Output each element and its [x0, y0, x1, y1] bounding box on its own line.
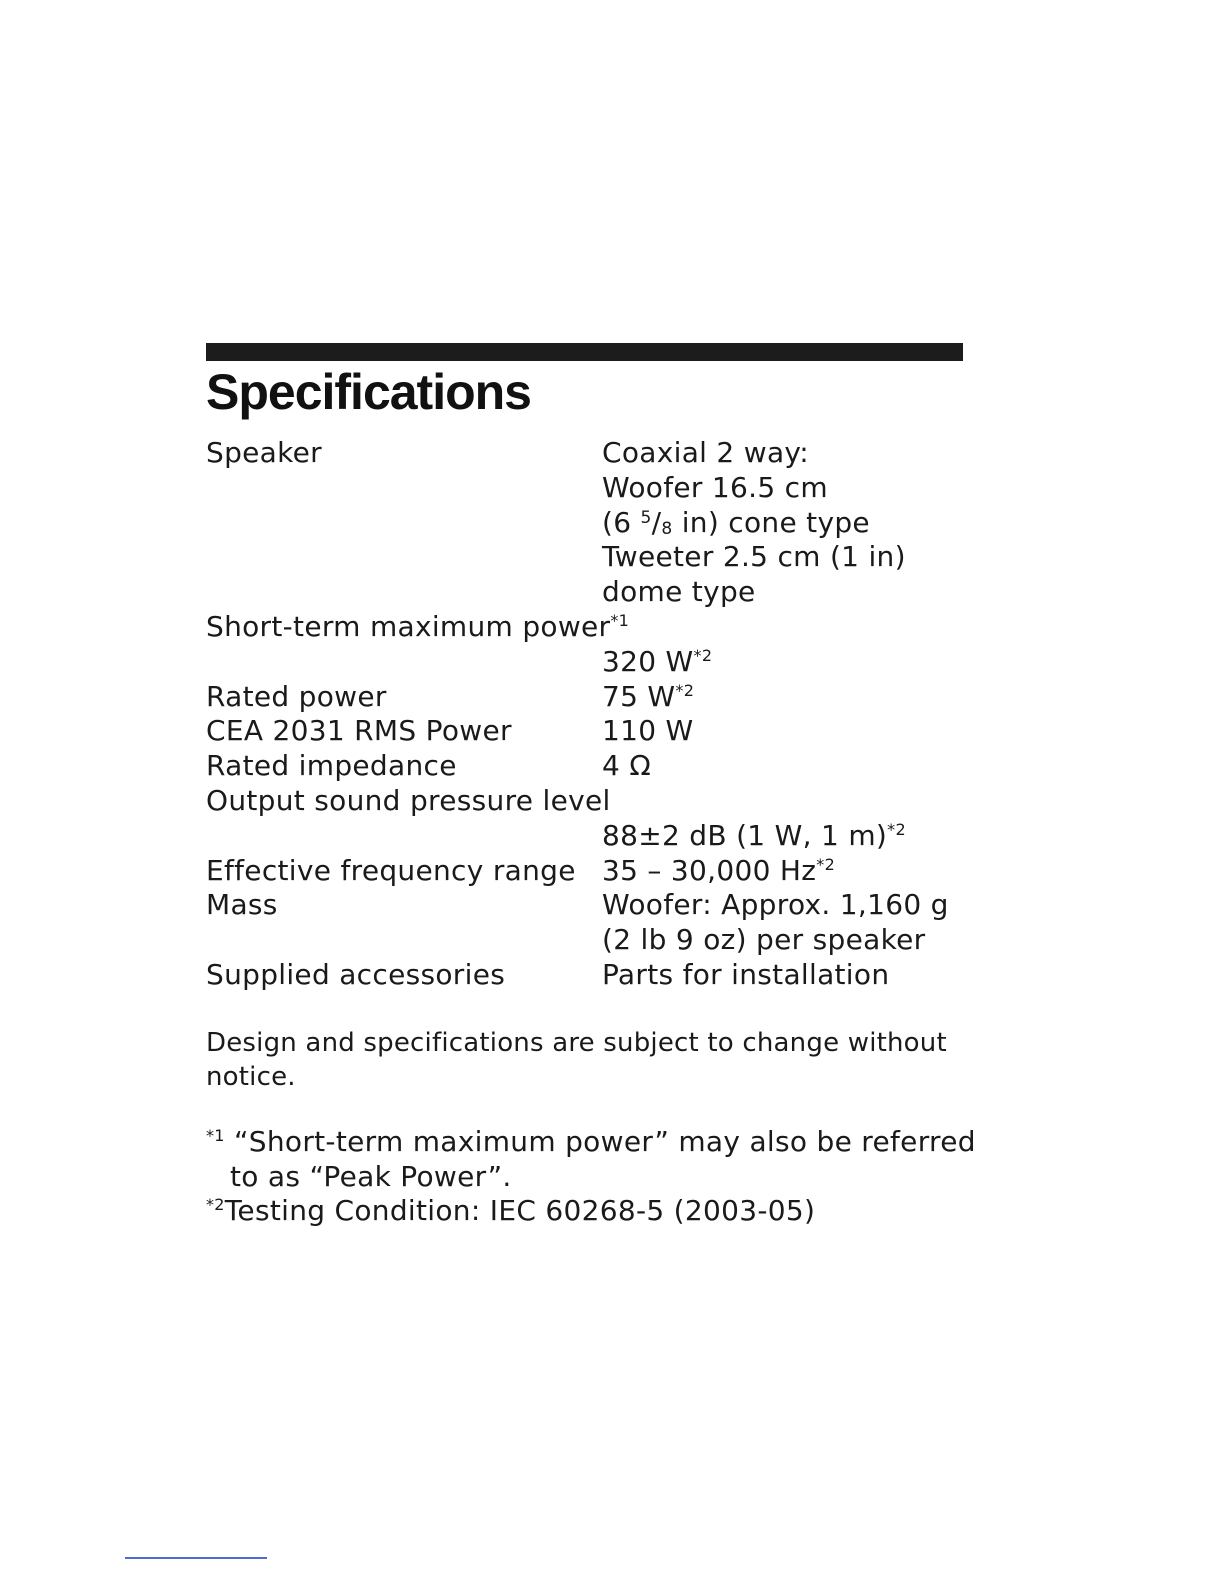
fraction-prefix: (6 [602, 505, 641, 539]
spec-row-accessories [206, 958, 966, 993]
spec-label: Supplied accessories [206, 957, 506, 991]
fraction-suffix: in) cone type [672, 505, 870, 539]
notice-line: Design and specifications are subject to change without [206, 1028, 947, 1058]
footnote-2 [206, 1194, 966, 1229]
footnote-line [206, 1125, 976, 1160]
footnote-ref: *2 [693, 645, 713, 665]
change-notice [206, 1026, 966, 1094]
spec-value [602, 645, 966, 680]
spec-value-text: 320 W [602, 644, 694, 678]
spec-row-short-term-label [206, 610, 966, 645]
spec-row-output-spl-value [206, 819, 966, 854]
footnote-mark: *1 [206, 1126, 225, 1145]
spec-label: Output sound pressure level [206, 783, 611, 817]
spec-row-rated-power [206, 680, 966, 715]
spec-label: Speaker [206, 436, 322, 469]
fraction-denominator: 8 [661, 518, 673, 539]
spec-row-short-term-value [206, 645, 966, 680]
spec-value-line: Tweeter 2.5 cm (1 in) [602, 540, 906, 574]
spec-value-line: Coaxial 2 way: [602, 436, 809, 469]
footnote-1 [206, 1125, 976, 1194]
spec-row-output-spl-label [206, 784, 966, 819]
spec-label [206, 610, 629, 645]
footnote-mark: *2 [206, 1195, 225, 1214]
page-link-underline[interactable] [125, 1557, 267, 1559]
footnote-ref: *1 [610, 610, 630, 630]
spec-value: Parts for installation [602, 957, 890, 991]
spec-value-line: (2 lb 9 oz) per speaker [602, 923, 926, 957]
footnote-line: to as “Peak Power”. [230, 1159, 512, 1193]
spec-value-text: 35 – 30,000 Hz [602, 853, 817, 887]
spec-label-text: Short-term maximum power [206, 609, 611, 643]
spec-value [602, 854, 966, 889]
spec-value [602, 436, 966, 610]
spec-value-line: Woofer: Approx. 1,160 g [602, 888, 949, 922]
footnotes [206, 1125, 976, 1229]
spec-label: CEA 2031 RMS Power [206, 714, 512, 748]
title-rule [206, 343, 963, 361]
spec-value-text: 88±2 dB (1 W, 1 m) [602, 818, 888, 852]
footnote-ref: *2 [887, 819, 906, 839]
spec-label: Effective frequency range [206, 853, 576, 887]
spec-value-line: dome type [602, 575, 756, 609]
spec-value: 110 W [602, 714, 694, 748]
spec-value [602, 680, 966, 715]
spec-row-mass [206, 888, 966, 958]
spec-value: 4 Ω [602, 749, 652, 783]
footnote-text: Testing Condition: IEC 60268-5 (2003-05) [224, 1194, 816, 1227]
spec-row-impedance [206, 749, 966, 784]
spec-label: Rated power [206, 679, 387, 713]
spec-row-frequency-range [206, 854, 966, 889]
spec-row-speaker [206, 436, 966, 610]
footnote-line [206, 1194, 966, 1229]
spec-label: Mass [206, 888, 278, 922]
footnote-ref: *2 [816, 854, 836, 874]
spec-value-text: 75 W [602, 679, 676, 713]
spec-table [206, 436, 966, 993]
spec-label: Rated impedance [206, 749, 457, 783]
footnote-ref: *2 [675, 680, 695, 700]
spec-value [602, 888, 966, 958]
spec-value-line: (6 $^5$/8 in) cone type [602, 505, 870, 539]
notice-line: notice. [206, 1062, 296, 1092]
page-title: Specifications [206, 364, 531, 420]
footnote-text: “Short-term maximum power” may also be referred [224, 1125, 976, 1158]
spec-row-cea [206, 714, 966, 749]
spec-value [602, 819, 966, 854]
spec-value-line: Woofer 16.5 cm [602, 470, 828, 504]
fraction-numerator: 5 [640, 507, 652, 528]
